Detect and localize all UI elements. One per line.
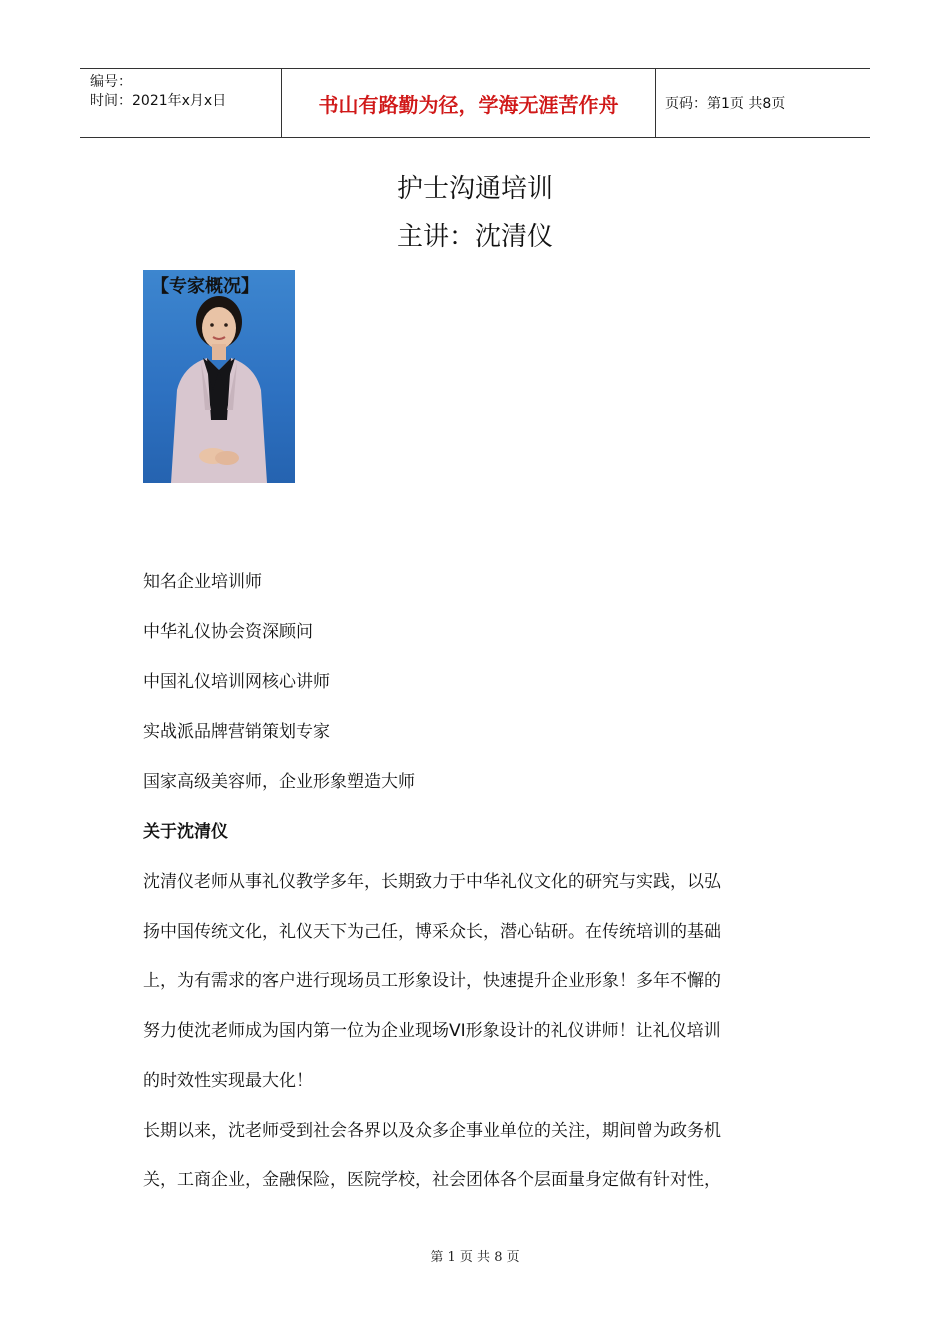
paragraph1-line: 努力使沈老师成为国内第一位为企业现场VI形象设计的礼仪讲师！让礼仪培训 <box>143 1021 721 1041</box>
about-heading: 关于沈清仪 <box>143 822 228 842</box>
header-page-code: 页码：第1页 共8页 <box>665 96 786 112</box>
expert-title-1: 知名企业培训师 <box>143 572 262 592</box>
paragraph1-line: 沈清仪老师从事礼仪教学多年，长期致力于中华礼仪文化的研究与实践，以弘 <box>143 872 721 892</box>
expert-photo <box>143 270 295 483</box>
expert-title-4: 实战派品牌营销策划专家 <box>143 722 330 742</box>
document-subtitle: 主讲：沈清仪 <box>396 222 553 252</box>
header-motto-cell <box>281 69 656 137</box>
paragraph1-line: 上，为有需求的客户进行现场员工形象设计，快速提升企业形象！多年不懈的 <box>143 971 721 991</box>
expert-title-5: 国家高级美容师，企业形象塑造大师 <box>143 772 415 792</box>
document-number-label: 编号： <box>90 74 132 90</box>
header-info-cell <box>80 69 281 137</box>
document-title: 护士沟通培训 <box>396 174 553 204</box>
paragraph2-line: 长期以来，沈老师受到社会各界以及众多企事业单位的关注，期间曾为政务机 <box>143 1121 721 1141</box>
expert-overview-label: 【专家概况】 <box>151 276 259 297</box>
header-motto: 书山有路勤为径，学海无涯苦作舟 <box>318 93 619 117</box>
header-page-cell <box>655 69 870 137</box>
expert-title-2: 中华礼仪协会资深顾问 <box>143 622 313 642</box>
paragraph1-line: 扬中国传统文化，礼仪天下为己任，博采众长，潜心钻研。在传统培训的基础 <box>143 922 721 942</box>
page-header <box>80 68 870 138</box>
page-footer: 第 1 页 共 8 页 <box>430 1250 520 1265</box>
document-date-label: 时间：2021年x月x日 <box>90 93 227 109</box>
paragraph1-line: 的时效性实现最大化！ <box>143 1071 313 1091</box>
expert-portrait-illustration <box>143 270 295 483</box>
paragraph2-line: 关，工商企业，金融保险，医院学校，社会团体各个层面量身定做有针对性， <box>143 1170 721 1190</box>
expert-title-3: 中国礼仪培训网核心讲师 <box>143 672 330 692</box>
